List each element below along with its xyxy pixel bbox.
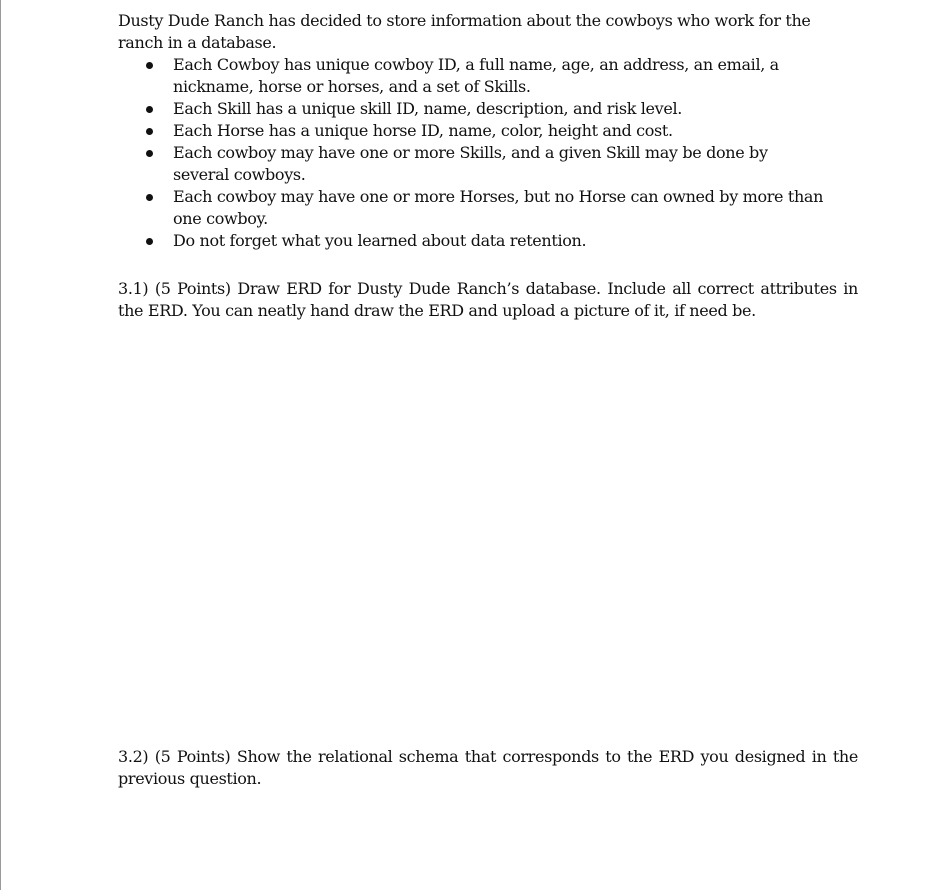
question-3-1: 3.1) (5 Points) Draw ERD for Dusty Dude Ranch’s database. Include all correct attributes in the ERD. You can neatly hand draw the ERD and upload a picture of it, if need be.: [118, 279, 858, 320]
list-item-text: Each Cowboy has unique cowboy ID, a full name, age, an address, an email, a nickname, horse or horses, and a set of Skills.: [173, 55, 779, 96]
bullet-icon: [146, 238, 153, 245]
list-item: [118, 230, 858, 252]
list-item-text: Each Horse has a unique horse ID, name, color, height and cost.: [173, 121, 673, 140]
bullet-icon: [146, 194, 153, 201]
document-body: [118, 10, 858, 790]
list-item: [118, 54, 858, 98]
list-item: [118, 186, 858, 230]
question-3-2: 3.2) (5 Points) Show the relational schema that corresponds to the ERD you designed in the previous question.: [118, 747, 858, 788]
requirements-list: [118, 54, 858, 252]
bullet-icon: [146, 150, 153, 157]
list-item-text: Do not forget what you learned about data retention.: [173, 231, 587, 250]
list-item: [118, 98, 858, 120]
list-item: [118, 120, 858, 142]
bullet-icon: [146, 106, 153, 113]
bullet-icon: [146, 128, 153, 135]
intro-paragraph: Dusty Dude Ranch has decided to store information about the cowboys who work for the ranch in a database.: [118, 11, 811, 52]
list-item-text: Each cowboy may have one or more Horses, but no Horse can owned by more than one cowboy.: [173, 187, 824, 228]
answer-space-erd: [118, 322, 858, 746]
page-left-edge: [0, 0, 1, 890]
bullet-icon: [146, 62, 153, 69]
list-item-text: Each Skill has a unique skill ID, name, description, and risk level.: [173, 99, 682, 118]
list-item: [118, 142, 858, 186]
list-item-text: Each cowboy may have one or more Skills, and a given Skill may be done by several cowboys.: [173, 143, 768, 184]
